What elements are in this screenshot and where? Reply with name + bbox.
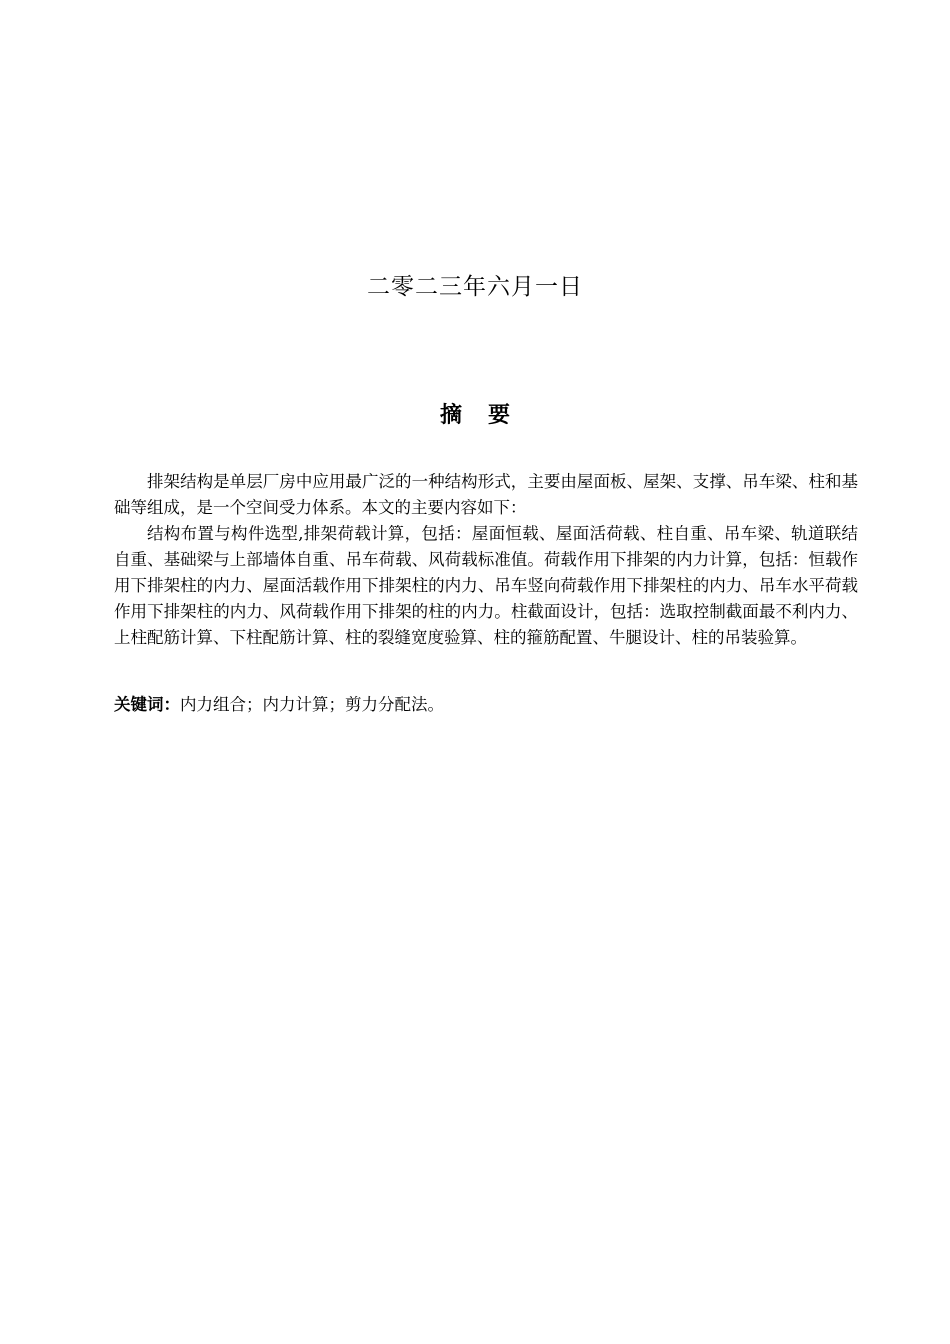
- keywords-text: 内力组合；内力计算；剪力分配法。: [180, 695, 444, 714]
- keywords-line: [114, 692, 858, 718]
- keywords-label: 关键词：: [114, 695, 180, 714]
- document-date: 二零二三年六月一日: [367, 274, 583, 300]
- abstract-paragraph-1: 排架结构是单层厂房中应用最广泛的一种结构形式，主要由屋面板、屋架、支撑、吊车梁、柱和基础等组成，是一个空间受力体系。本文的主要内容如下：: [114, 472, 858, 517]
- abstract-paragraph-2: 结构布置与构件选型,排架荷载计算，包括：屋面恒载、屋面活荷载、柱自重、吊车梁、轨道联结自重、基础梁与上部墙体自重、吊车荷载、风荷载标准值。荷载作用下排架的内力计算，包括：恒载作用下排架柱的内力、屋面活载作用下排架柱的内力、吊车竖向荷载作用下排架柱的内力、吊车水平荷载作用下排架柱的内力、风荷载作用下排架的柱的内力。柱截面设计，包括：选取控制截面最不利内力、上柱配筋计算、下柱配筋计算、柱的裂缝宽度验算、柱的箍筋配置、牛腿设计、柱的吊装验算。: [114, 524, 858, 647]
- abstract-heading: [0, 398, 950, 429]
- abstract-heading-char-1: 摘: [439, 403, 462, 428]
- abstract-body: [114, 469, 858, 651]
- abstract-heading-char-2: 要: [488, 403, 511, 428]
